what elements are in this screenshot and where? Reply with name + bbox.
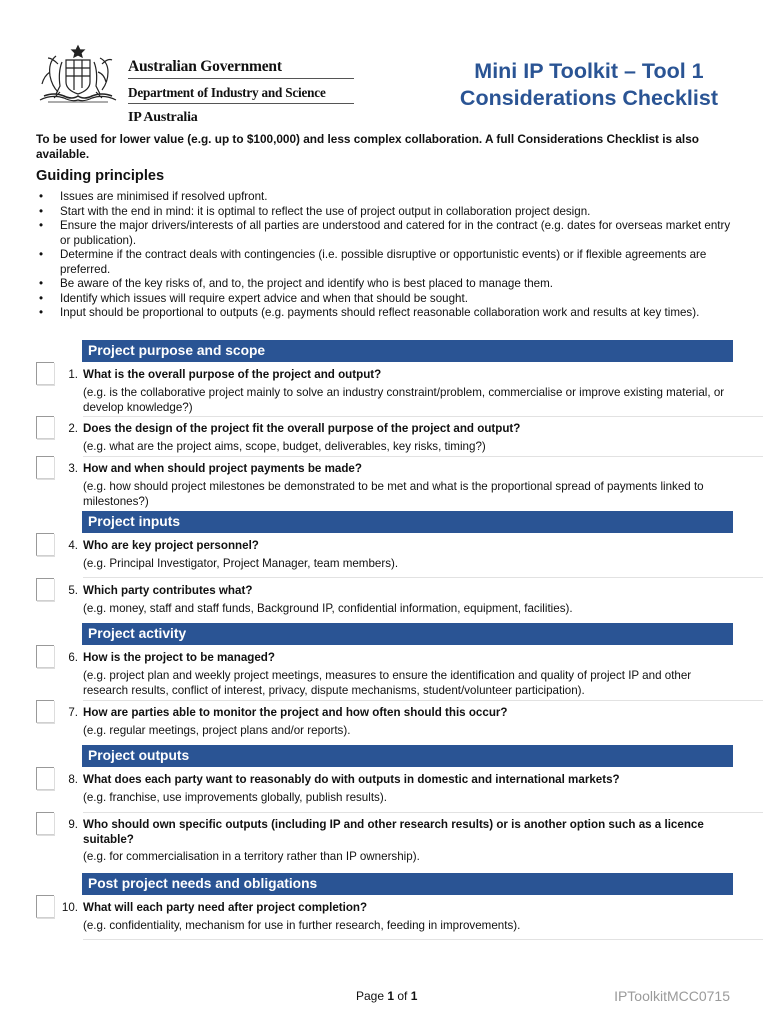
header-rule	[128, 103, 354, 104]
department-name: Department of Industry and Science	[128, 85, 326, 100]
section-header-outputs: Project outputs	[82, 745, 733, 767]
item-number: 2.	[68, 422, 78, 435]
item-number: 8.	[68, 773, 78, 786]
item-question: Who are key project personnel?	[83, 539, 259, 552]
item-number: 5.	[68, 584, 78, 597]
item-question: What does each party want to reasonably do with outputs in domestic and international markets?	[83, 773, 620, 786]
item-number: 1.	[68, 368, 78, 381]
item-example: (e.g. confidentiality, mechanism for use in further research, feeding in improvements).	[83, 919, 521, 932]
guiding-principles-heading: Guiding principles	[36, 168, 165, 184]
list-item: • Issues are minimised if resolved upfront.	[36, 190, 736, 205]
item-question: Does the design of the project fit the overall purpose of the project and output?	[83, 422, 521, 435]
item-example: (e.g. regular meetings, project plans and/or reports).	[83, 724, 351, 737]
header-rule	[128, 78, 354, 79]
item-example: (e.g. for commercialisation in a territory rather than IP ownership).	[83, 850, 420, 863]
item-number: 3.	[68, 462, 78, 475]
item-question: What is the overall purpose of the project and output?	[83, 368, 382, 381]
item-example: (e.g. franchise, use improvements globally, publish results).	[83, 791, 387, 804]
item-question: How is the project to be managed?	[83, 651, 275, 664]
bullet-icon: •	[38, 219, 44, 232]
bullet-icon: •	[38, 291, 44, 305]
item-question: How and when should project payments be made?	[83, 462, 362, 475]
section-header-purpose-scope: Project purpose and scope	[82, 340, 733, 362]
item-example: (e.g. money, staff and staff funds, Background IP, confidential information, equipment, facilities).	[83, 602, 573, 615]
agency-name: IP Australia	[128, 110, 198, 125]
intro-text: To be used for lower value (e.g. up to $100,000) and less complex collaboration. A full Considerations Checklist is also available.	[36, 132, 699, 161]
item-divider	[83, 456, 763, 457]
bullet-icon: •	[38, 204, 44, 218]
document-title	[460, 58, 718, 112]
item-question: How are parties able to monitor the project and how often should this occur?	[83, 706, 508, 719]
bullet-icon: •	[38, 190, 44, 203]
item-divider	[83, 577, 763, 578]
document-title-line-2: Considerations Checklist	[459, 86, 718, 110]
item-number: 7.	[68, 706, 78, 719]
section-header-activity: Project activity	[82, 623, 733, 645]
item-number: 10.	[61, 901, 78, 914]
list-item: • Input should be proportional to outputs (e.g. payments should reflect reasonable collaboration work and results at key times).	[36, 306, 736, 321]
page-number: Page 1 of 1	[356, 989, 418, 1003]
item-example: (e.g. project plan and weekly project meetings, measures to ensure the identification and quality of project IP and other research results, conflict of interest, privacy, dispute mechanisms, student/volunteer participation).	[83, 669, 692, 697]
list-item: • Start with the end in mind: it is optimal to reflect the use of project output in collaboration project design.	[36, 205, 736, 220]
item-question: Who should own specific outputs (including IP and other research results) or is another option such as a licence suitable?	[83, 818, 704, 846]
government-name: Australian Government	[128, 58, 282, 75]
item-example: (e.g. Principal Investigator, Project Manager, team members).	[83, 557, 399, 570]
item-example: (e.g. is the collaborative project mainly to solve an industry constraint/problem, commercialise or improve existing material, or develop knowledge?)	[83, 386, 725, 414]
bullet-icon: •	[38, 277, 44, 290]
item-number: 4.	[68, 539, 78, 552]
item-example: (e.g. what are the project aims, scope, budget, deliverables, key risks, timing?)	[83, 440, 486, 453]
document-code: IPToolkitMCC0715	[614, 988, 730, 1004]
section-header-inputs: Project inputs	[82, 511, 733, 533]
bullet-icon: •	[38, 306, 44, 319]
list-item: • Be aware of the key risks of, and to, the project and identify who is best placed to manage them.	[36, 277, 736, 292]
item-divider	[83, 812, 763, 813]
item-number: 6.	[68, 651, 78, 664]
coat-of-arms-icon	[36, 42, 120, 108]
guiding-principles-list	[36, 190, 736, 321]
document-title-line-1: Mini IP Toolkit – Tool 1	[474, 59, 704, 83]
item-divider	[83, 939, 763, 940]
item-question: What will each party need after project completion?	[83, 901, 368, 914]
list-item: • Ensure the major drivers/interests of all parties are understood and catered for in the contract (e.g. dates for overseas market entry or publication).	[36, 219, 736, 248]
list-item: • Identify which issues will require expert advice and when that should be sought.	[36, 292, 736, 307]
item-divider	[83, 700, 763, 701]
bullet-icon: •	[38, 248, 44, 261]
item-example: (e.g. how should project milestones be demonstrated to be met and what is the proportional spread of payments linked to milestones?)	[83, 480, 704, 508]
item-question: Which party contributes what?	[83, 584, 253, 597]
item-divider	[83, 416, 763, 417]
item-number: 9.	[68, 818, 78, 831]
section-header-post-project: Post project needs and obligations	[82, 873, 733, 895]
list-item: • Determine if the contract deals with contingencies (i.e. possible disruptive or opportunistic events) or if flexible agreements are preferred.	[36, 248, 736, 277]
